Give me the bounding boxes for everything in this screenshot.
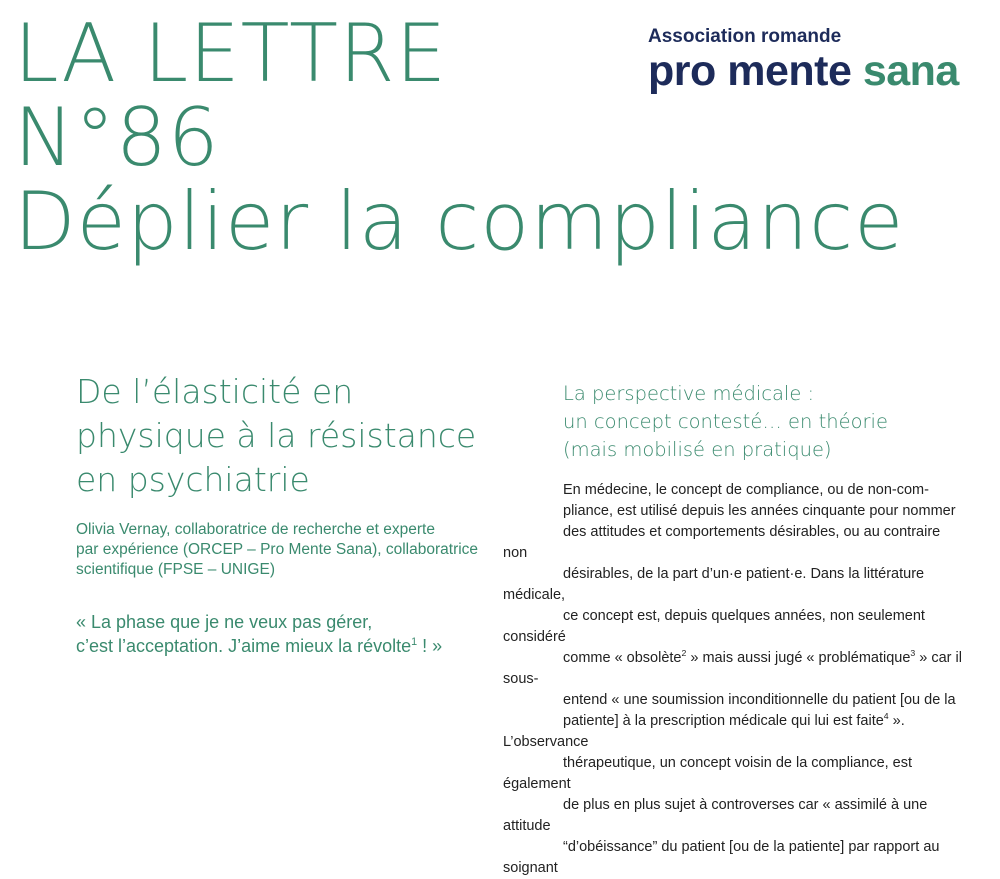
author-line: par expérience (ORCEP – Pro Mente Sana), collaboratrice [76,541,479,558]
article-title-line: physique à la résistance [76,416,477,455]
author-byline [76,520,496,580]
quote-line: c’est l’acceptation. J’aime mieux la révolte [76,636,412,656]
article-title-line: en psychiatrie [76,460,310,499]
logo-brand-sana: sana [862,47,959,95]
body-line: pliance, est utilisé depuis les années cinquante pour nommer [563,503,956,519]
body-line: ». L’observance [503,713,905,750]
body-line: » mais aussi jugé « problématique [686,650,911,666]
footnote-ref: 2 [681,648,687,659]
section-heading [563,380,963,464]
section-heading-line: (mais mobilisé en pratique) [563,438,832,461]
logo-brand [648,48,959,94]
right-column [503,380,963,879]
body-line: des attitudes et comportements désirables, ou au contraire non [503,524,941,561]
quote-end: ! » [417,636,443,656]
quote-line: « La phase que je ne veux pas gérer, [76,612,373,632]
author-line: Olivia Vernay, collaboratrice de recherche et experte [76,521,435,538]
newsletter-label: LA LETTRE [14,7,448,100]
issue-number: N°86 [14,91,220,184]
body-line: désirables, de la part d’un·e patient·e. Dans la littérature médicale, [503,566,925,603]
section-heading-line: un concept contesté… en théorie [563,410,888,433]
body-line: En médecine, le concept de compliance, ou de non-com- [563,482,929,498]
body-line: ce concept est, depuis quelques années, non seulement considéré [503,608,925,645]
article-title-line: De l’élasticité en [76,372,354,411]
left-column [76,370,496,658]
organization-logo [648,26,959,94]
body-line: thérapeutique, un concept voisin de la compliance, est également [503,755,913,792]
epigraph-quote [76,610,496,658]
body-line: entend « une soumission inconditionnelle du patient [ou de la [563,692,956,708]
logo-association: Association romande [648,26,842,47]
body-line: comme « obsolète [563,650,682,666]
body-line: patiente] à la prescription médicale qui lui est faite [563,713,884,729]
footnote-ref: 1 [411,636,418,648]
body-paragraph [503,480,963,879]
section-heading-line: La perspective médicale : [563,382,815,405]
footnote-ref: 4 [883,711,889,722]
body-line: » car il sous- [503,650,962,687]
author-line: scientifique (FPSE – UNIGE) [76,561,275,578]
issue-title: Déplier la compliance [14,175,905,268]
article-title [76,370,496,502]
body-line: de plus en plus sujet à controverses car « assimilé à une attitude [503,797,928,834]
logo-brand-pro-mente: pro mente [648,47,863,95]
body-line: “d’obéissance” du patient [ou de la patiente] par rapport au soignant [503,839,940,876]
footnote-ref: 3 [910,648,916,659]
